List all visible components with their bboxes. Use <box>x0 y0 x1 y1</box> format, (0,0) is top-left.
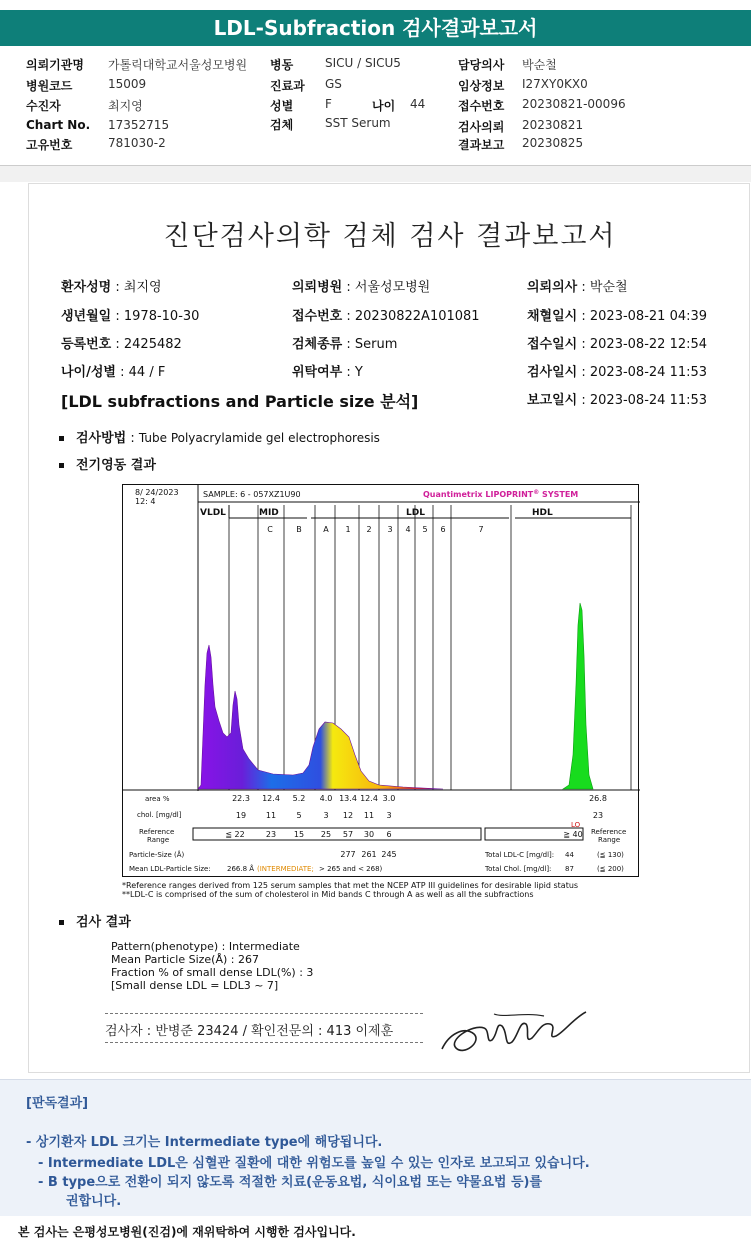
ldl-section-heading: [LDL subfractions and Particle size 분석] <box>61 392 419 411</box>
particle-value: 245 <box>381 850 397 859</box>
band-label-7: 7 <box>478 525 484 534</box>
signature-icon <box>434 1004 594 1064</box>
report-title: 진단검사의학 검체 검사 결과보고서 <box>163 221 617 252</box>
band-label-4: 4 <box>405 525 411 534</box>
ref-label: Reference <box>139 828 175 836</box>
report-field: 접수번호 : 20230822A101081 <box>292 309 480 324</box>
divider-band <box>0 166 751 182</box>
chol-value: 12 <box>342 811 354 820</box>
total-chol-value: 87 <box>565 865 574 873</box>
area-value: 4.0 <box>319 794 333 803</box>
group-label-ldl: LDL <box>406 508 425 518</box>
divider <box>105 1042 423 1043</box>
info-label: 검사의뢰 <box>458 120 505 134</box>
result-definition: [Small dense LDL = LDL3 ~ 7] <box>111 979 279 992</box>
info-label: 진료과 <box>270 79 305 93</box>
ref-value: 25 <box>320 830 332 839</box>
info-label: 성별 <box>270 99 294 113</box>
total-chol-label: Total Chol. [mg/dl]: <box>485 865 552 873</box>
info-value: 17352715 <box>108 118 170 132</box>
ref-label-right: Reference <box>591 828 627 836</box>
band-label-C: C <box>267 525 273 534</box>
info-label: 검체 <box>270 118 294 132</box>
info-label: 병원코드 <box>26 79 73 93</box>
info-value: 20230821 <box>522 118 584 132</box>
report-field: 검사일시 : 2023-08-24 11:53 <box>527 365 708 380</box>
area-value: 12.4 <box>262 794 280 803</box>
chol-value: 3 <box>323 811 329 820</box>
band-label-3: 3 <box>387 525 393 534</box>
electrophoresis-svg <box>123 485 640 878</box>
mean-size-range: > 265 and < 268) <box>319 865 383 873</box>
info-label: 임상정보 <box>458 79 505 93</box>
info-value: GS <box>325 77 342 91</box>
report-field: 생년월일 : 1978-10-30 <box>61 309 200 324</box>
result-summary <box>111 940 313 992</box>
info-label: 나이 <box>372 99 396 113</box>
particle-size-label: Particle-Size (Å) <box>129 851 185 859</box>
footer-note: 본 검사는 은평성모병원(진검)에 재위탁하여 시행한 검사입니다. <box>18 1225 356 1239</box>
ref-value: 15 <box>293 830 305 839</box>
area-value: 22.3 <box>232 794 250 803</box>
chol-value: 23 <box>592 811 604 820</box>
bullet-icon <box>59 920 64 925</box>
judgement-title: [판독결과] <box>26 1096 89 1111</box>
mean-size-class: (INTERMEDIATE; <box>257 865 314 873</box>
info-label: 고유번호 <box>26 138 73 152</box>
group-label-hdl: HDL <box>532 508 553 518</box>
divider <box>105 1013 423 1014</box>
band-label-5: 5 <box>422 525 428 534</box>
area-value: 3.0 <box>382 794 396 803</box>
info-value: 20230821-00096 <box>522 97 626 111</box>
info-label: 병동 <box>270 58 294 72</box>
band-label-A: A <box>323 525 329 534</box>
info-value: SICU / SICU5 <box>325 56 401 70</box>
electro-line: 전기영동 결과 <box>59 454 156 473</box>
lab-report-document <box>28 183 750 1073</box>
area-value: 26.8 <box>589 794 607 803</box>
result-line: 검사 결과 <box>59 911 131 930</box>
report-field: 나이/성별 : 44 / F <box>61 365 166 380</box>
bullet-icon <box>59 463 64 468</box>
ref-label-right: Range <box>598 836 621 844</box>
chart-footnote: *Reference ranges derived from 125 serum samples that met the NCEP ATP III guidelines for desirable lipid status <box>122 881 579 890</box>
hdl-peak-curve <box>563 603 593 789</box>
chol-value: 19 <box>235 811 247 820</box>
total-ldl-label: Total LDL-C [mg/dl]: <box>485 851 555 859</box>
info-value: 15009 <box>108 77 147 91</box>
result-mean-size: Mean Particle Size(Å) : 267 <box>111 953 259 966</box>
area-value: 13.4 <box>339 794 357 803</box>
chol-value: 3 <box>386 811 392 820</box>
band-label-B: B <box>296 525 302 534</box>
electrophoresis-chart <box>122 484 639 877</box>
report-field: 접수일시 : 2023-08-22 12:54 <box>527 337 708 352</box>
info-label: 결과보고 <box>458 138 505 152</box>
ref-value: 23 <box>265 830 277 839</box>
ldl-spectrum-curve <box>198 645 443 789</box>
info-value: 781030-2 <box>108 136 166 150</box>
chol-value: 11 <box>265 811 277 820</box>
row-area-label: area % <box>145 795 170 803</box>
ref-value: ≧ 40 <box>563 830 583 839</box>
report-field: 위탁여부 : Y <box>292 365 363 380</box>
chol-flag: LO <box>571 821 581 829</box>
band-label-2: 2 <box>366 525 372 534</box>
report-field: 의뢰의사 : 박순철 <box>527 280 628 295</box>
bullet-icon <box>59 436 64 441</box>
chart-footnote: **LDL-C is comprised of the sum of cholesterol in Mid bands C through A as well as all the subfractions <box>122 890 534 899</box>
row-chol-label: chol. [mg/dl] <box>137 811 182 819</box>
info-label: 수진자 <box>26 99 61 113</box>
judgement-line: - B type으로 전환이 되지 않도록 적절한 치료(운동요법, 식이요법 또는 약물요법 등)를 <box>38 1175 543 1190</box>
report-field: 의뢰병원 : 서울성모병원 <box>292 280 431 295</box>
info-label: Chart No. <box>26 118 91 132</box>
info-label: 담당의사 <box>458 58 505 72</box>
examiner-line: 검사자 : 반병준 23424 / 확인전문의 : 413 이제훈 <box>105 1024 394 1039</box>
info-value: F <box>325 97 332 111</box>
result-fraction: Fraction % of small dense LDL(%) : 3 <box>111 966 314 979</box>
group-label-mid: MID <box>259 508 279 518</box>
info-label: 접수번호 <box>458 99 505 113</box>
mean-size-value: 266.8 Å <box>227 865 255 873</box>
ref-value: 6 <box>386 830 392 839</box>
total-ldl-ref: (≦ 130) <box>597 851 624 859</box>
method-line: 검사방법 : Tube Polyacrylamide gel electrophoresis <box>59 427 380 446</box>
group-label-vldl: VLDL <box>200 508 226 518</box>
total-chol-ref: (≦ 200) <box>597 865 624 873</box>
judgement-panel <box>0 1079 751 1216</box>
info-value: 20230825 <box>522 136 584 150</box>
report-field: 보고일시 : 2023-08-24 11:53 <box>527 393 708 408</box>
area-value: 5.2 <box>292 794 306 803</box>
report-field: 등록번호 : 2425482 <box>61 337 182 352</box>
ref-value: ≦ 22 <box>225 830 245 839</box>
info-value: I27XY0KX0 <box>522 77 588 91</box>
particle-value: 261 <box>361 850 377 859</box>
ref-value: 30 <box>363 830 375 839</box>
particle-value: 277 <box>340 850 356 859</box>
chart-sample: SAMPLE: 6 - 057XZ1U90 <box>203 490 301 499</box>
report-field: 환자성명 : 최지영 <box>61 280 162 295</box>
info-label: 의뢰기관명 <box>26 58 84 72</box>
judgement-line: 권합니다. <box>66 1194 122 1209</box>
report-field: 채혈일시 : 2023-08-21 04:39 <box>527 309 708 324</box>
ref-label: Range <box>147 836 170 844</box>
total-ldl-value: 44 <box>565 851 574 859</box>
band-label-6: 6 <box>440 525 446 534</box>
judgement-line: - Intermediate LDL은 심혈관 질환에 대한 위험도를 높일 수 있는 인자로 보고되고 있습니다. <box>38 1156 590 1171</box>
band-label-1: 1 <box>345 525 351 534</box>
ref-value: 57 <box>342 830 354 839</box>
judgement-line: - 상기환자 LDL 크기는 Intermediate type에 해당됩니다. <box>26 1135 383 1150</box>
info-value: 최지영 <box>108 99 143 113</box>
patient-info-panel <box>0 48 751 164</box>
info-value: 44 <box>410 97 426 111</box>
chol-value: 11 <box>363 811 375 820</box>
report-header-title: LDL-Subfraction 검사결과보고서 <box>0 10 751 46</box>
mean-size-label: Mean LDL-Particle Size: <box>129 865 211 873</box>
chart-brand: Quantimetrix LIPOPRINT® SYSTEM <box>423 489 579 499</box>
info-value: 박순철 <box>522 58 557 72</box>
info-value: SST Serum <box>325 116 391 130</box>
chol-value: 5 <box>296 811 302 820</box>
report-field: 검체종류 : Serum <box>292 337 398 352</box>
chart-date: 8/ 24/2023 <box>135 488 179 497</box>
chart-time: 12: 4 <box>135 497 156 506</box>
result-pattern: Pattern(phenotype) : Intermediate <box>111 940 300 953</box>
area-value: 12.4 <box>360 794 378 803</box>
info-value: 가톨릭대학교서울성모병원 <box>108 58 248 72</box>
